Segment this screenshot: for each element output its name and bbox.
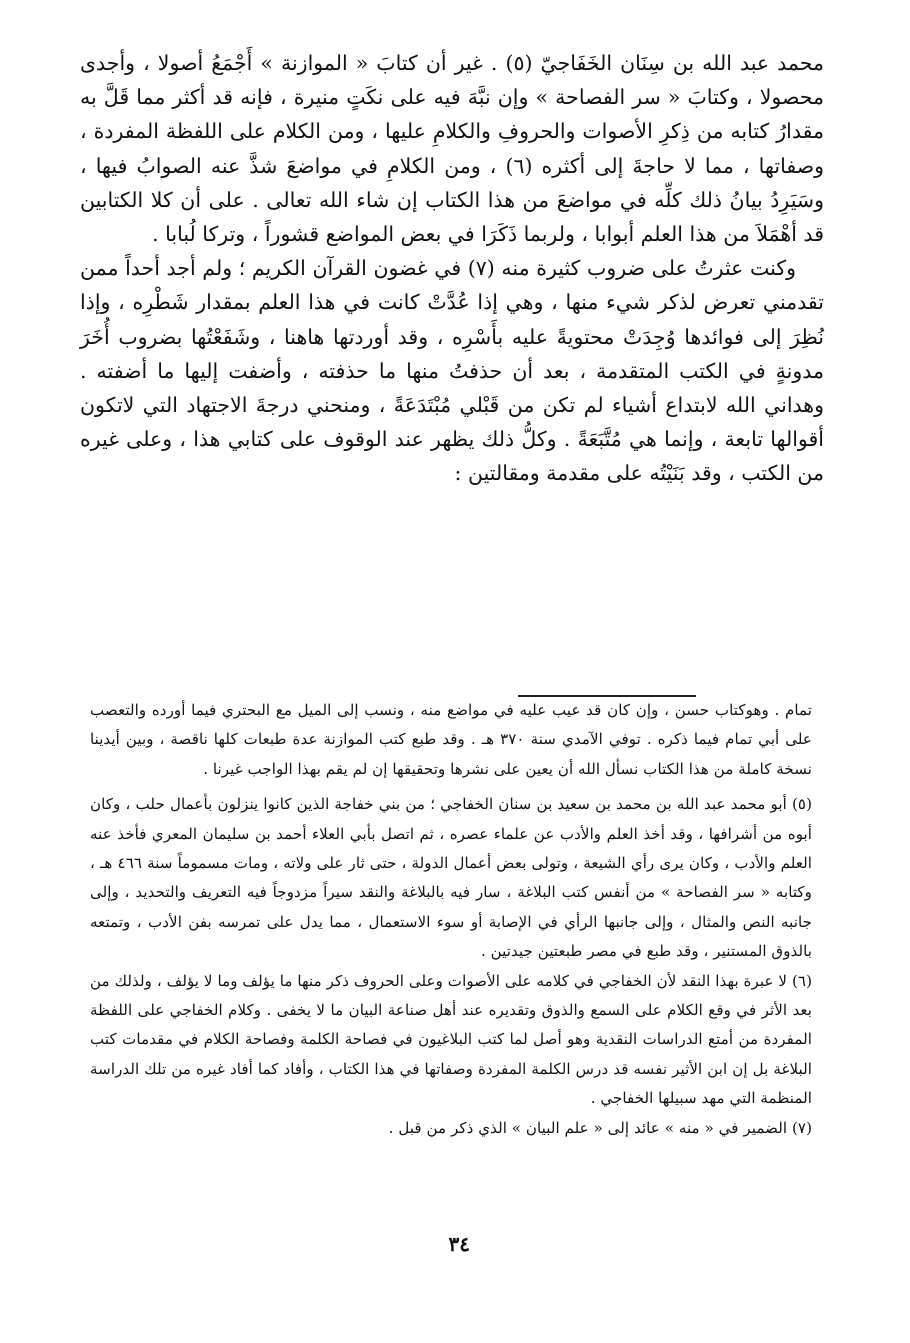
main-text [80,46,824,491]
main-paragraph: محمد عبد الله بن سِنَان الخَفَاجيّ (٥) . غير أن كتابَ « الموازنة » أَجْمَعُ أصولا ، وأجدى محصولا ، وكتابَ « سر الفصاحة » وإن نبَّهَ فيه على نكَتٍ منيرة ، فإنه قد أكثر مما قَلَّ به مقدارُ كتابه من ذِكرِ الأصوات والحروفِ والكلامِ عليها ، ومن الكلام على اللفظة المفردة ، وصفاتها ، مما لا حاجةَ إلى أكثره (٦) ، ومن الكلامِ في مواضعَ شذَّ عنه الصوابُ فيها ، وسَيَرِدُ بيانُ ذلك كلِّه في مواضعَ من هذا الكتاب إن شاء الله تعالى . على أن كلا الكتابين قد أهْمَلاَ من هذا العلم أبوابا ، ولربما ذَكَرَا في بعض المواضع قشوراً ، وتركا لُبابا . [80,51,824,247]
page-number: ٣٤ [448,1232,470,1256]
footnote-7: (٧) الضمير في « منه » عائد إلى « علم البيان » الذي ذكر من قبل . [388,1118,812,1137]
footnote-5: (٥) أبو محمد عبد الله بن محمد بن سعيد بن سنان الخفاجي ؛ من بني خفاجة الذين كانوا ينزلون بأعمال حلب ، وكان أبوه من أشرافها ، وقد أخذ العلم والأدب عن علماء عصره ، ثم اتصل بأبي العلاء أحمد بن سليمان المعري فأخذ عنه العلم والأدب ، وكان يرى رأي الشيعة ، وتولى بعض أعمال الدولة ، حتى ثار على ولاته ، ومات مسموماً سنة ٤٦٦ هـ ، وكتابه « سر الفصاحة » من أنفس كتب البلاغة ، سار فيه بالبلاغة والنقد سيراً مزدوجاً فيه التعريف والتحديد ، وإلى جانبه النص والمثال ، وإلى جانبها الرأي في الإصابة أو سوء الاستعمال ، مما يدل على تمرسه بفن الأدب ، وتمتعه بالذوق المستنير ، وقد طبع في مصر طبعتين جيدتين . [90,795,812,961]
footnotes [90,696,812,1143]
main-paragraph: وكنت عثرتُ على ضروب كثيرة منه (٧) في غضون القرآن الكريم ؛ ولم أجد أحداً ممن تقدمني تعرض لذكر شيء منها ، وهي إذا عُدَّتْ كانت في هذا العلم بمقدار شَطْرِه ، وإذا نُظِرَ إلى فوائدها وُجِدَتْ محتويةً عليه بأَسْرِه ، وقد أوردتها هاهنا ، وشَفَعْتُها بضروب أُخَرَ مدونةٍ في الكتب المتقدمة ، بعد أن حذفتُ منها ما حذفته ، وأضفت إليها ما أضفته . وهداني الله لابتداع أشياء لم تكن من قَبْلي مُبْتَدَعَةً ، ومنحني درجةَ الاجتهاد التي لاتكون أقوالها تابعة ، وإنما هي مُتَّبَعَةً . وكلُّ ذلك يظهر عند الوقوف على كتابي هذا ، وعلى غيره من الكتب ، وقد بَنَيْتُه على مقدمة ومقالتين : [80,256,824,486]
footnote-continuation: تمام . وهوكتاب حسن ، وإن كان قد عيب عليه في مواضع منه ، ونسب إلى الميل مع البحتري فيما أورده والتعصب على أبي تمام فيما ذكره . توفي الآمدي سنة ٣٧٠ هـ . وقد طبع كتب الموازنة عدة طبعات كلها ناقصة ، وبين أيدينا نسخة كاملة من هذا الكتاب نسأل الله أن يعين على نشرها وتحقيقها إن لم يقم بهذا الواجب غيرنا . [90,701,812,778]
footnote-6: (٦) لا عبرة بهذا النقد لأن الخفاجي في كلامه على الأصوات وعلى الحروف ذكر منها ما يؤلف وما لا يؤلف ، ولذلك من بعد الأثر في وقع الكلام على السمع والذوق وتقديره عند أهل صناعة البيان ما لا يخفى . وكلام الخفاجي على اللفظة المفردة من أمتع الدراسات النقدية وهو أصل لما كتب البلاغيون في فصاحة الكلمة وفصاحة الكلام في مقدمات كتب البلاغة بل إن ابن الأثير نفسه قد درس الكلمة المفردة وصفاتها في هذا الكتاب ، وأفاد كما أفاد غيره من تلك الدراسة المنظمة التي مهد سبيلها الخفاجي . [90,971,812,1108]
